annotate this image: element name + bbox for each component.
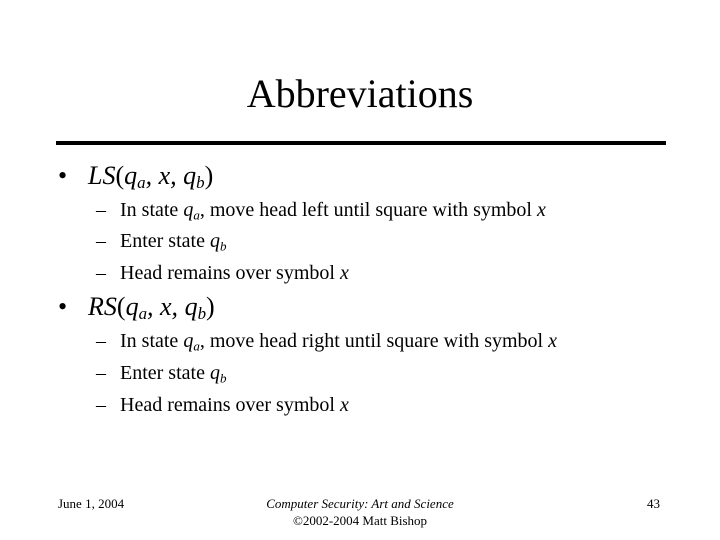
bullet-rs-name: RS [88, 292, 117, 321]
bullet-rs: • $RS(q_a$, x, $q_b$) [58, 292, 215, 324]
footer-credits [0, 495, 720, 529]
slide-title: Abbreviations [246, 71, 474, 116]
sub-item-rs-1: – In state $q_a$, move head right until square with symbol x [96, 330, 557, 354]
sub-item-ls-3: – Head remains over symbol x [96, 262, 349, 284]
bullet-glyph: • [58, 161, 68, 190]
sub-item-ls-1: – In state $q_a$, move head left until square with symbol x [96, 199, 546, 223]
sub-item-rs-2: – Enter state $q_b$ [96, 362, 227, 386]
page-number: 43 [647, 496, 660, 511]
footer-copyright: ©2002-2004 Matt Bishop [292, 513, 428, 528]
bullet-glyph: • [58, 292, 68, 321]
footer-date: June 1, 2004 [58, 496, 125, 511]
sub-item-rs-3: – Head remains over symbol x [96, 394, 349, 416]
title-divider [56, 141, 666, 145]
bullet-ls: • $LS(q_a$, x, $q_b$) [58, 161, 214, 193]
sub-item-ls-2: – Enter state $q_b$ [96, 230, 227, 254]
footer-course: Computer Security: Art and Science [266, 496, 454, 511]
bullet-ls-name: LS [88, 161, 116, 190]
